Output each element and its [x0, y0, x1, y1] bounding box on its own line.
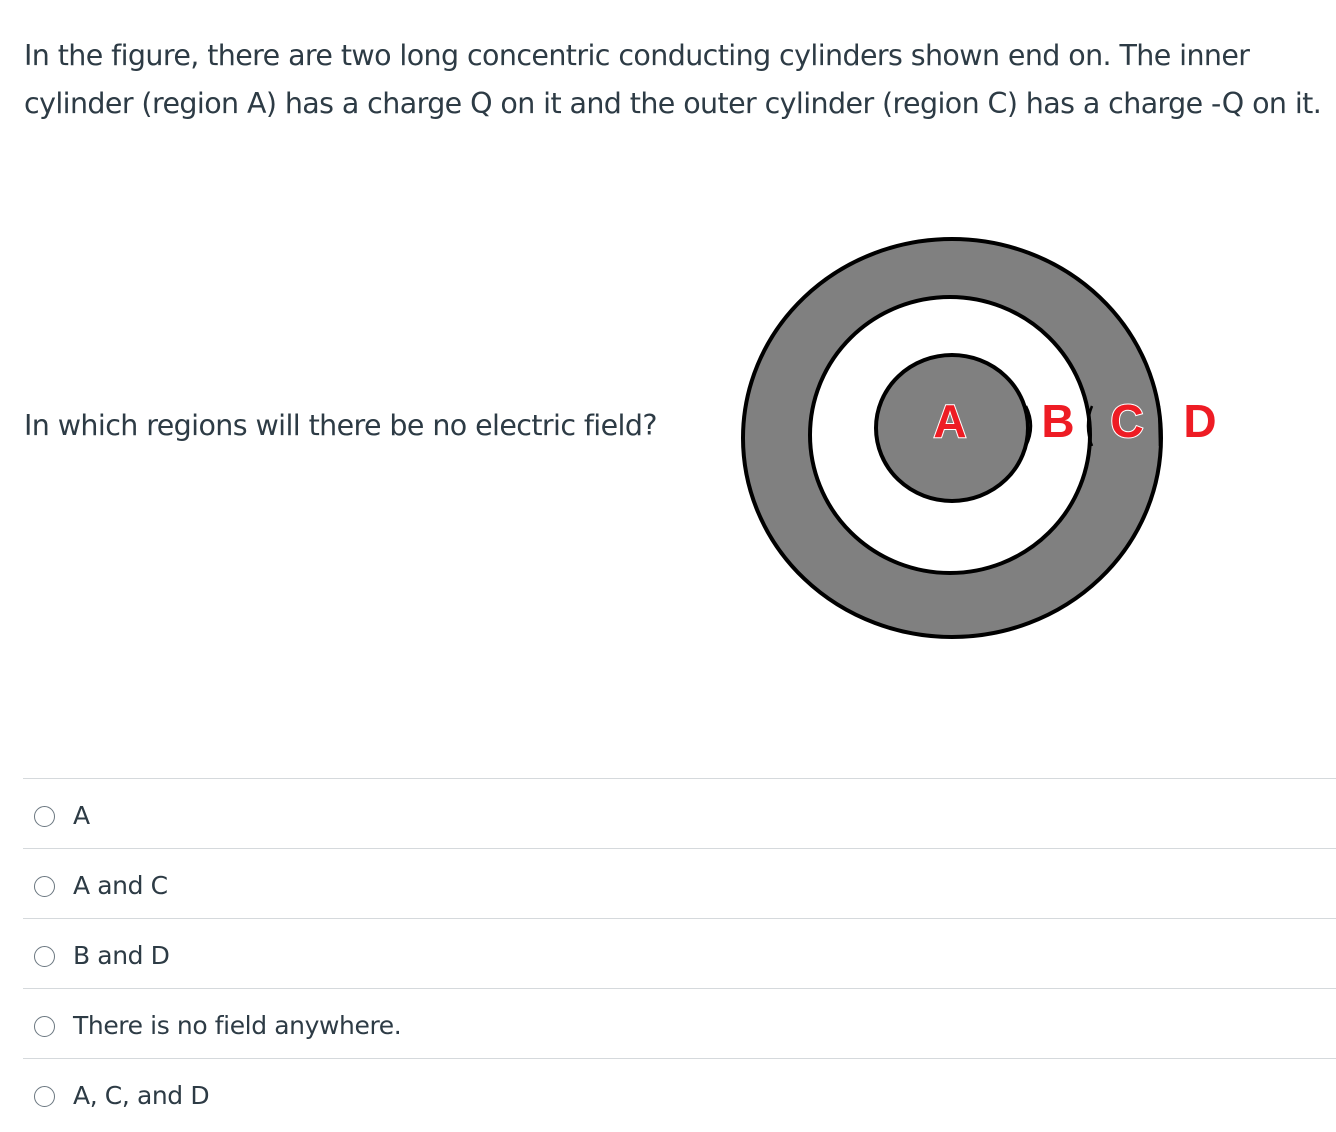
radio-button[interactable]	[34, 806, 55, 827]
figure-label-c: C	[1110, 395, 1144, 447]
answer-option[interactable]	[23, 918, 1336, 988]
answer-label: A	[73, 801, 90, 830]
radio-button[interactable]	[34, 946, 55, 967]
answer-label: There is no field anywhere.	[73, 1011, 402, 1040]
figure-label-d: D	[1183, 395, 1217, 447]
answer-list	[23, 778, 1336, 1128]
question-intro: In the figure, there are two long concentric conducting cylinders shown end on. The inner cylinder (region A) has a charge Q on it and the outer cylinder (region C) has a charge -Q on it.	[24, 39, 1322, 120]
answer-option[interactable]	[23, 988, 1336, 1058]
answer-option[interactable]	[23, 848, 1336, 918]
answer-label: A, C, and D	[73, 1081, 210, 1110]
answer-option[interactable]	[23, 778, 1336, 848]
radio-button[interactable]	[34, 876, 55, 897]
answer-label: B and D	[73, 941, 170, 970]
concentric-cylinders-figure	[736, 230, 1236, 650]
radio-button[interactable]	[34, 1086, 55, 1107]
question-prompt: In which regions will there be no electric field?	[24, 409, 657, 442]
answer-label: A and C	[73, 871, 168, 900]
figure-label-b: B	[1041, 395, 1075, 447]
figure-label-a: A	[933, 395, 967, 447]
separator-d	[1159, 406, 1160, 446]
radio-button[interactable]	[34, 1016, 55, 1037]
answer-option[interactable]	[23, 1058, 1336, 1128]
